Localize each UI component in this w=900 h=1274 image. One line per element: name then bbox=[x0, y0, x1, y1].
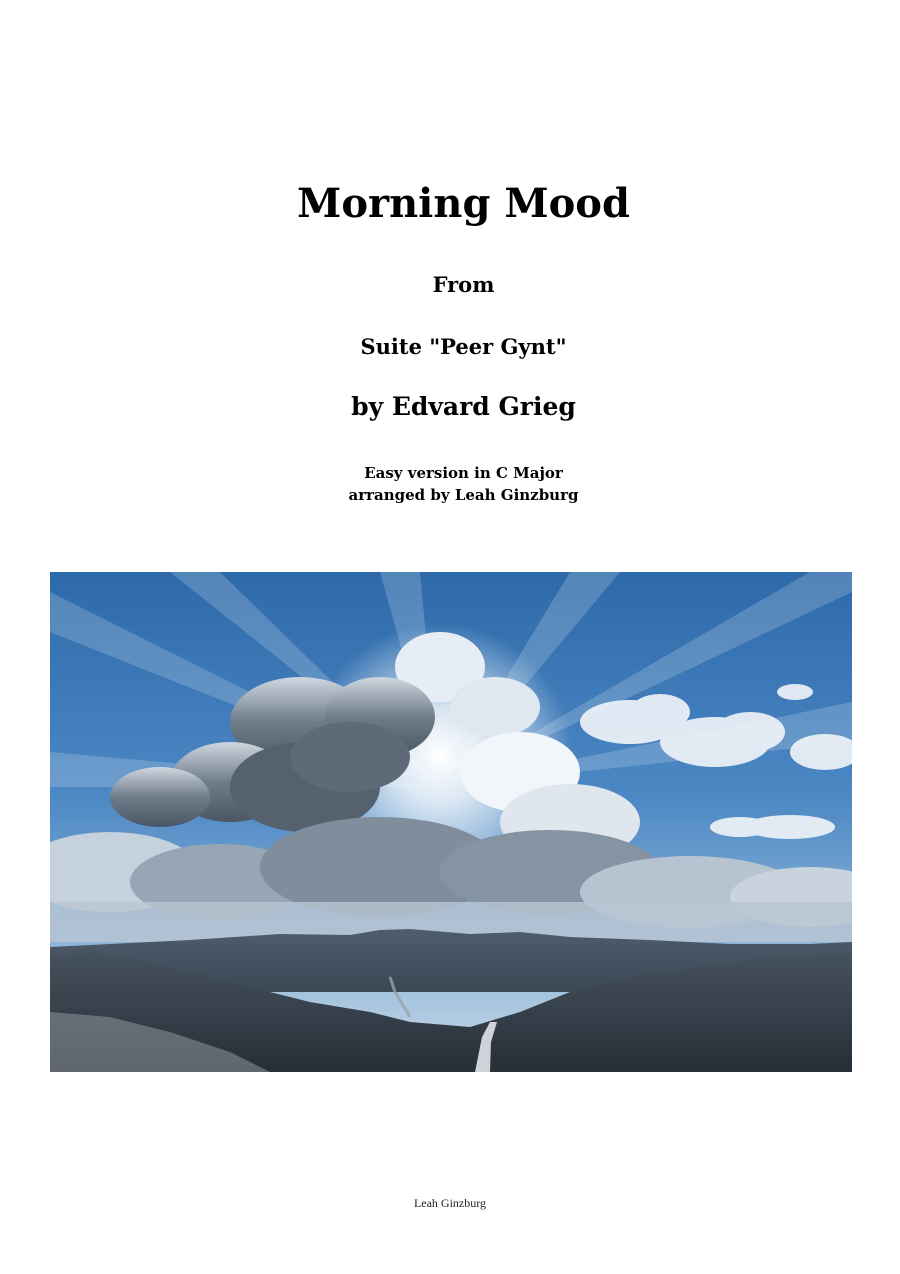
arranger-note: arranged by Leah Ginzburg bbox=[348, 486, 579, 504]
cover-photo bbox=[50, 572, 852, 1072]
page-title: Morning Mood bbox=[297, 180, 630, 227]
version-note: Easy version in C Major bbox=[364, 464, 563, 482]
sky-landscape-image bbox=[50, 572, 852, 1072]
suite-name: Suite "Peer Gynt" bbox=[360, 334, 567, 359]
from-label: From bbox=[432, 272, 495, 297]
footer-author: Leah Ginzburg bbox=[413, 1196, 487, 1210]
composer-line: by Edvard Grieg bbox=[351, 392, 576, 421]
